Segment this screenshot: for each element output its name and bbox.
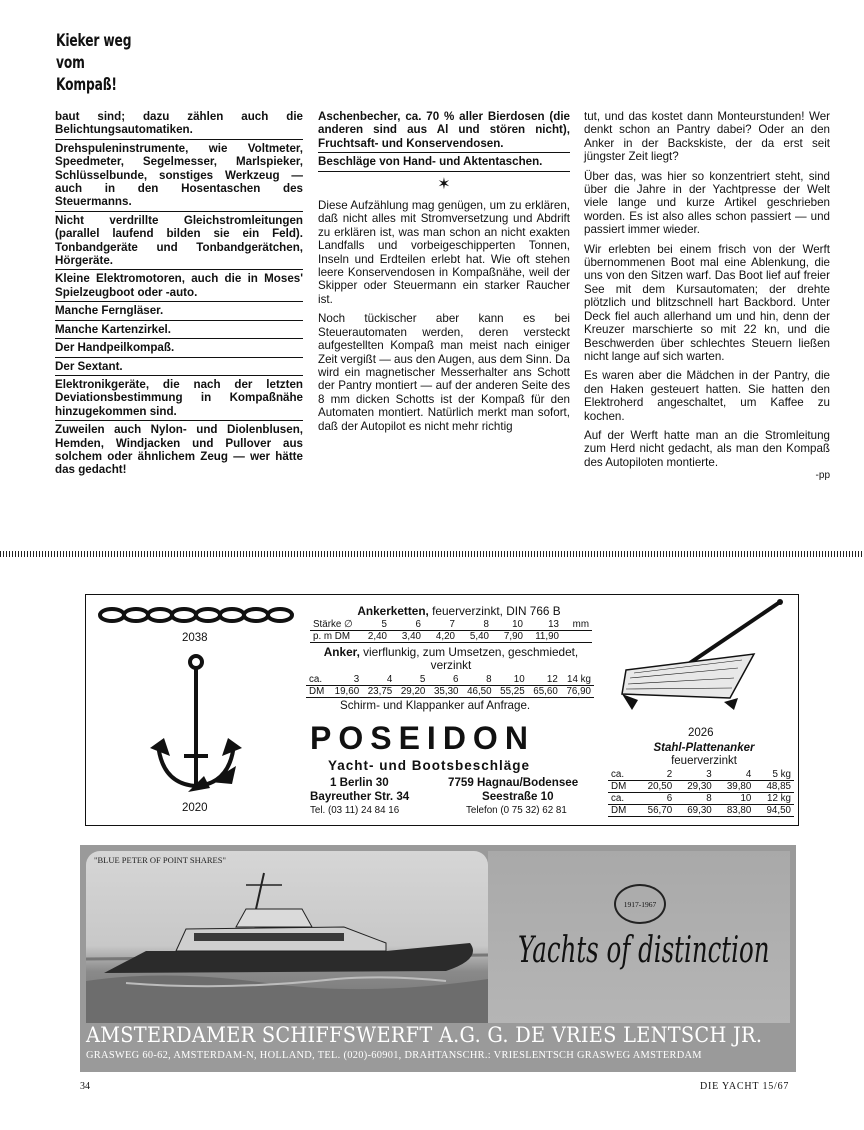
chain-price-table: Stärke ∅ 5 6 7 8 10 13 mm p. m DM 2,40 3,40 4,20 5,40 7,90 11,90 [310,619,592,643]
headline-line-2: vom [56,53,85,73]
grapnel-anchor-icon [148,652,244,802]
list-item: Aschenbecher, ca. 70 % aller Bierdosen (die anderen sind aus Al und stören nicht), Fruchtsaft- und Konservendosen. [318,110,570,150]
paragraph: Es waren aber die Mädchen in der Pantry, die den Haken gesteuert hatten. Sie hatten den Elektroherd angeschaltet, um Kaffee zu kochen. [584,369,830,423]
brand-subtitle: Yacht- und Bootsbeschläge [328,758,531,773]
chain-title: Ankerketten, feuerverzinkt, DIN 766 B [357,604,561,618]
schirm-note: Schirm- und Klappanker auf Anfrage. [340,699,531,712]
list-item: Zuweilen auch Nylon- und Diolenblusen, Hemden, Windjacken und Pullover aus solchem oder ähnlichem Zeug — wer hätte das gedacht! [55,420,303,479]
plate-anchor-subtitle: feuerverzinkt [671,755,737,767]
plate-anchor-title: Stahl-Plattenanker [653,742,755,754]
headline-line-1: Kieker weg [56,31,132,51]
anchor-item-number: 2020 [182,802,208,814]
address-phone: Telefon (0 75 32) 62 81 [466,805,567,816]
plate-anchor-price-table: ca. 2 3 4 5 kg DM 20,50 29,30 39,80 48,85 ca. 6 8 10 12 kg DM 56,70 69,30 83,80 94,50 [608,769,794,817]
chain-price-block [310,604,600,643]
page-number: 34 [80,1081,90,1092]
anker-price-table: ca. 3 4 5 6 8 10 12 14 kg DM 19,60 23,75 29,20 35,30 46,50 55,25 65,60 76,90 [306,674,594,698]
magazine-issue: DIE YACHT 15/67 [700,1081,790,1092]
plate-anchor-item-number: 2026 [688,727,714,739]
list-item: Beschläge von Hand- und Aktentaschen. [318,155,543,169]
photo-caption: "BLUE PETER OF POINT SHARES" [94,855,226,865]
article-column-1 [55,110,303,479]
motor-yacht-icon [86,851,488,1023]
article-headline [56,30,131,96]
address-street: Seestraße 10 [482,790,554,803]
headline-line-3: Kompaß! [56,75,117,95]
divider [318,152,570,153]
author-signature: -pp [815,470,830,482]
paragraph: Wir erlebten bei einem frisch von der Werft übernommenen Boot mal eine Ablenkung, die uns von den Sitzen warf. Das Boot lief auf freier See mit dem Kursautomaten; der drehte plötzlich und blitzschnell hart Backbord. Unter Deck fiel auch allerhand um und hin, denn der Kreuzer marschierte so mit 22 kn, und die Beschwerden über schlechtes Steuern ließen nicht lange auf sich warten. [584,242,830,363]
paragraph: Diese Aufzählung mag genügen, um zu erklären, daß nicht alles mit Stromversetzung und Abdrift zu erklären ist, was man schon an nicht exakten Landfalls und vorbeigeschipperten Tonnen, Inseln und Erdteilen erlebt hat. Wie oft stehen leere Konservendosen in Kompaßnähe, weil der Skipper oder Steuermann ein starker Raucher ist. [318,199,570,306]
paragraph: tut, und das kostet dann Monteurstunden! Wer denkt schon an Pantry dabei? Oder an den Anker in der Backskiste, der da erst seit jüngster Zeit liegt? [584,110,830,164]
address-street: Bayreuther Str. 34 [310,790,410,803]
address-phone: Tel. (03 11) 24 84 16 [310,805,400,816]
paragraph: Noch tückischer aber kann es bei Steuerautomaten werden, deren versteckt aufgestellten Kompaß man meist nach einiger Zeit vergißt — aus den Augen, aus dem Sinn. Da wird ein magnetischer Messerhalter ans Schott der Pantry montiert — auf der anderen Seite des 8 mm dicken Schotts ist der Kompaß für den Automaten montiert. Natürlich merkt man sofort, daß der Autopilot es nicht mehr richtig [318,312,570,433]
list-item: Nicht verdrillte Gleichstromleitungen (parallel laufend bilden sie ein Feld). Tonbandgeräte und Tonbandgerätchen, Hörgeräte. [55,211,303,270]
list-item: Der Sextant. [55,357,303,375]
article-column-2 [318,110,570,439]
list-item: Drehspuleninstrumente, wie Voltmeter, Speedmeter, Segelmesser, Marlspieker, Schlüsselbunde, sonstiges Werkzeug — auch in den Hosentaschen des Steuermanns. [55,139,303,211]
chain-icon [98,603,294,627]
list-item: Manche Kartenzirkel. [55,320,303,338]
article-column-3 [584,110,830,483]
anker-title: Anker, vierflunkig, zum Umsetzen, geschmiedet, verzinkt [323,645,579,672]
anniversary-medallion: 1917-1967 [614,884,666,924]
address-city: 1 Berlin 30 [330,776,389,789]
page-divider-stripe [0,551,864,557]
list-item: Kleine Elektromotoren, auch die in Moses' Spielzeugboot oder -auto. [55,269,303,301]
shipyard-name: AMSTERDAMER SCHIFFSWERFT A.G. G. DE VRIES LENTSCH JR. [86,1023,763,1047]
plate-anchor-icon [604,598,798,724]
anker-price-block [306,646,596,698]
slogan: Yachts of distinction [518,930,770,971]
brand-name: POSEIDON [310,720,535,756]
chain-item-number: 2038 [182,632,208,644]
shipyard-address: GRASWEG 60-62, AMSTERDAM-N, HOLLAND, TEL. (020)-60901, DRAHTANSCHR.: VRIESLENTSCH GRASWEG AMSTERDAM [86,1050,702,1061]
list-item: baut sind; dazu zählen auch die Belichtungsautomatiken. [55,110,303,137]
section-star: ✶ [437,175,451,193]
plate-anchor-title-block [614,742,794,768]
paragraph: Über das, was hier so konzentriert steht, sind über die Jahre in der Yachtpresse der Welt viele lange und kurze Artikel geschrieben worden. Es ist also alles schon passiert — und passiert immer wieder. [584,169,830,237]
list-item: Manche Ferngläser. [55,301,303,319]
list-item: Der Handpeilkompaß. [55,338,303,356]
list-item: Elektronikgeräte, die nach der letzten Deviationsbestimmung in Kompaßnähe hinzugekommen sind. [55,375,303,420]
yacht-photo [86,851,488,1023]
paragraph: Auf der Werft hatte man an die Stromleitung zum Herd nicht gedacht, als man den Kompaß des Autopiloten montierte. [584,428,830,469]
address-hagnau [448,776,598,818]
address-city: 7759 Hagnau/Bodensee [448,776,579,789]
divider [318,171,570,172]
